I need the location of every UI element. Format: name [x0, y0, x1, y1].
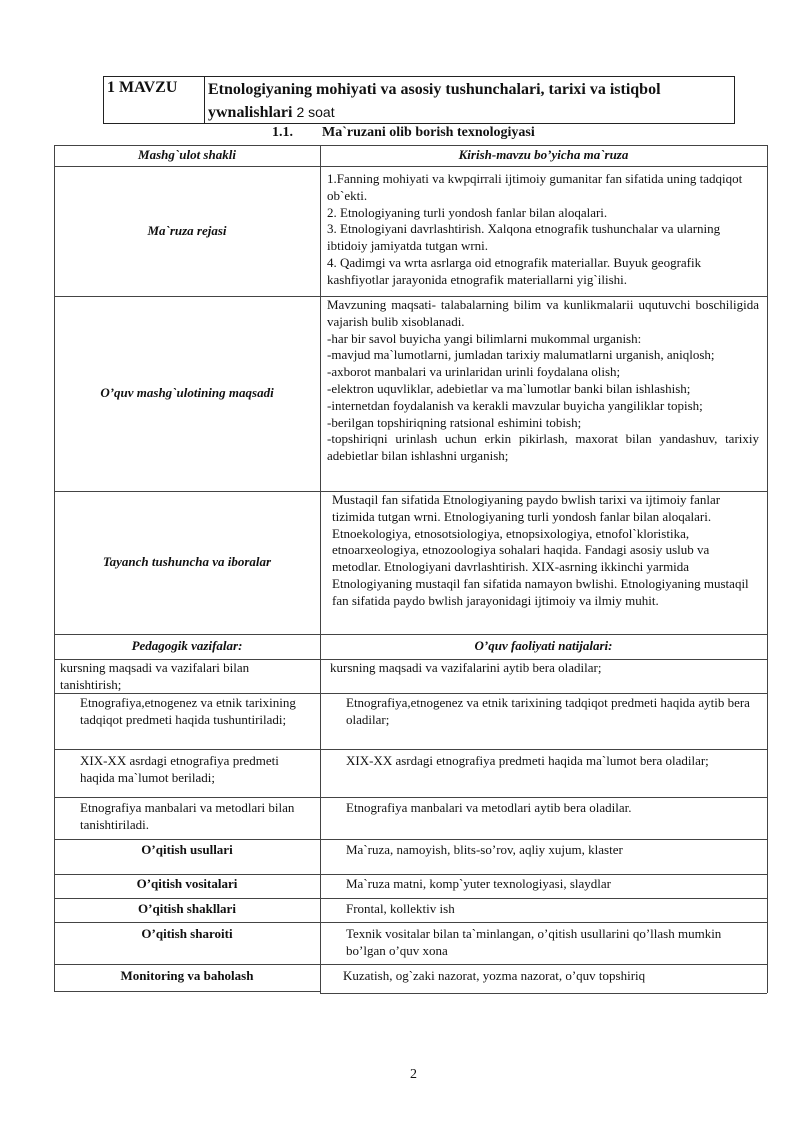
concepts-label: Tayanch tushuncha va iboralar: [102, 554, 272, 570]
col-line-mid: [320, 145, 321, 993]
means-label: O’qitish vositalari: [136, 876, 238, 891]
goal-line: -internetdan foydalanish va kerakli mavzular buyicha yangiliklar topish;: [327, 397, 703, 413]
goal-line: Mavzuning maqsati- talabalarning bilim va kunlikmalarii uqutuvchi boschiligida vajarish bulib xisoblanadi.: [327, 297, 759, 329]
plan-label: Ma`ruza rejasi: [147, 222, 227, 238]
monitoring-value: Kuzatish, og`zaki nazorat, yozma nazorat, o’quv topshiriq: [343, 968, 646, 983]
methods-label: O’qitish usullari: [141, 842, 233, 857]
plan-item: 1.Fanning mohiyati va kwpqirrali ijtimoiy gumanitar fan sifatida uning tadqiqot ob`ekti.: [327, 171, 743, 203]
concepts-text: Mustaqil fan sifatida Etnologiyaning paydo bwlish tarixi va ijtimoiy fanlar tizimida tutgan wrni. Etnologiyaning turli yondosh fanlar bilan aloqalari. Etnoekologiya, etnosotsiologiya, etnopsixologiya, etnofol`kloristika, etnoarxeologiya, etnozoologiya sohalari haqida. Fandagi asosiy uslub va metodlar. Etnologiyani davrlashtirish. XIX-asrning ikkinchi yarmida Etnologiyaning mustaqil fan sifatida namayon bwlishi. Etnologiyaning mustaqil fan sifatida paydo bwlish jarayonidagi ijtimoiy va ilmiy muhit.: [332, 492, 749, 608]
form-label: Mashg`ulot shakli: [138, 147, 236, 163]
methods-value: Ma`ruza, namoyish, blits-so’rov, aqliy xujum, klaster: [346, 842, 623, 857]
row-line: [54, 991, 320, 992]
pedagogical-tasks-header: Pedagogik vazifalar:: [131, 638, 243, 654]
task-right: kursning maqsadi va vazifalarini aytib bera oladilar;: [330, 660, 602, 675]
forms-label: O’qitish shakllari: [138, 901, 236, 916]
page-number: 2: [410, 1067, 417, 1082]
goal-list: [327, 297, 759, 465]
task-left: XIX-XX asrdagi etnografiya predmeti haqida ma`lumot beriladi;: [80, 753, 279, 785]
task-right: XIX-XX asrdagi etnografiya predmeti haqida ma`lumot bera oladilar;: [346, 753, 709, 768]
goal-line: -axborot manbalari va urinlaridan urinli foydalana olish;: [327, 364, 621, 380]
form-value: Kirish-mavzu bo’yicha ma`ruza: [458, 147, 629, 163]
goal-line: -har bir savol buyicha yangi bilimlarni mukommal urganish:: [327, 330, 642, 346]
topic-header: [103, 76, 735, 124]
task-left: Etnografiya,etnogenez va etnik tarixining tadqiqot predmeti haqida tushuntiriladi;: [80, 695, 296, 727]
task-left: Etnografiya manbalari va metodlari bilan tanishtiriladi.: [80, 800, 295, 832]
row-line: [54, 874, 767, 875]
plan-list: [327, 171, 759, 289]
monitoring-label: Monitoring va baholash: [120, 968, 254, 983]
section-number: 1.1.: [272, 125, 293, 140]
goal-line: -elektron uquvliklar, adebietlar va ma`lumotlar banki bilan ishlashish;: [327, 380, 691, 396]
header-divider: [204, 77, 205, 123]
means-value: Ma`ruza matni, komp`yuter texnologiyasi, slaydlar: [346, 876, 611, 891]
topic-label: 1 MAVZU: [107, 79, 178, 96]
learning-results-header: O’quv faoliyati natijalari:: [474, 638, 613, 654]
plan-item: 4. Qadimgi va wrta asrlarga oid etnografik materiallar. Buyuk geografik kashfiyotlar jarayonida etnografik materiallarni yig`ilishi.: [327, 254, 702, 287]
topic-title-text: Etnologiyaning mohiyati va asosiy tushunchalari, tarixi va istiqbol ywnalishlari: [208, 81, 661, 121]
goal-line: -topshiriqni urinlash uchun erkin pikirlash, maxorat bilan yandashuv, tarixiy adebietlar bilan ishlashni urganish;: [327, 431, 759, 464]
section-title: Ma`ruzani olib borish texnologiyasi: [322, 125, 535, 140]
plan-item: 3. Etnologiyani davrlashtirish. Xalqona etnografik tushunchalar va ularning ibtidoiy jamiyatda tutgan wrni.: [327, 221, 721, 254]
section-heading: [272, 125, 535, 141]
row-line: [54, 749, 767, 750]
row-line: [54, 898, 767, 899]
plan-item: 2. Etnologiyaning turli yondosh fanlar bilan aloqalari.: [327, 204, 608, 220]
row-line: [320, 993, 767, 994]
task-left: kursning maqsadi va vazifalari bilan tanishtirish;: [60, 660, 250, 692]
goal-line: -berilgan topshiriqning ratsional eshimini tobish;: [327, 414, 582, 430]
conditions-value: Texnik vositalar bilan ta`minlangan, o’qitish usullarini qo’llash mumkin bo’lgan o’quv xona: [346, 926, 722, 958]
task-right: Etnografiya,etnogenez va etnik tarixining tadqiqot predmeti haqida aytib bera oladilar;: [346, 695, 750, 727]
topic-duration: 2 soat: [296, 104, 335, 120]
row-line: [54, 922, 767, 923]
forms-value: Frontal, kollektiv ish: [346, 901, 455, 916]
row-line: [54, 964, 767, 965]
conditions-label: O’qitish sharoiti: [141, 926, 233, 941]
task-right: Etnografiya manbalari va metodlari aytib bera oladilar.: [346, 800, 632, 815]
row-line: [54, 797, 767, 798]
goal-label: O’quv mashg`ulotining maqsadi: [100, 385, 274, 401]
goal-line: -mavjud ma`lumotlarni, jumladan tarixiy malumatlarni urganish, aniqlosh;: [327, 347, 715, 363]
row-line: [54, 839, 767, 840]
topic-title: [208, 79, 728, 124]
col-line-right: [767, 145, 768, 993]
